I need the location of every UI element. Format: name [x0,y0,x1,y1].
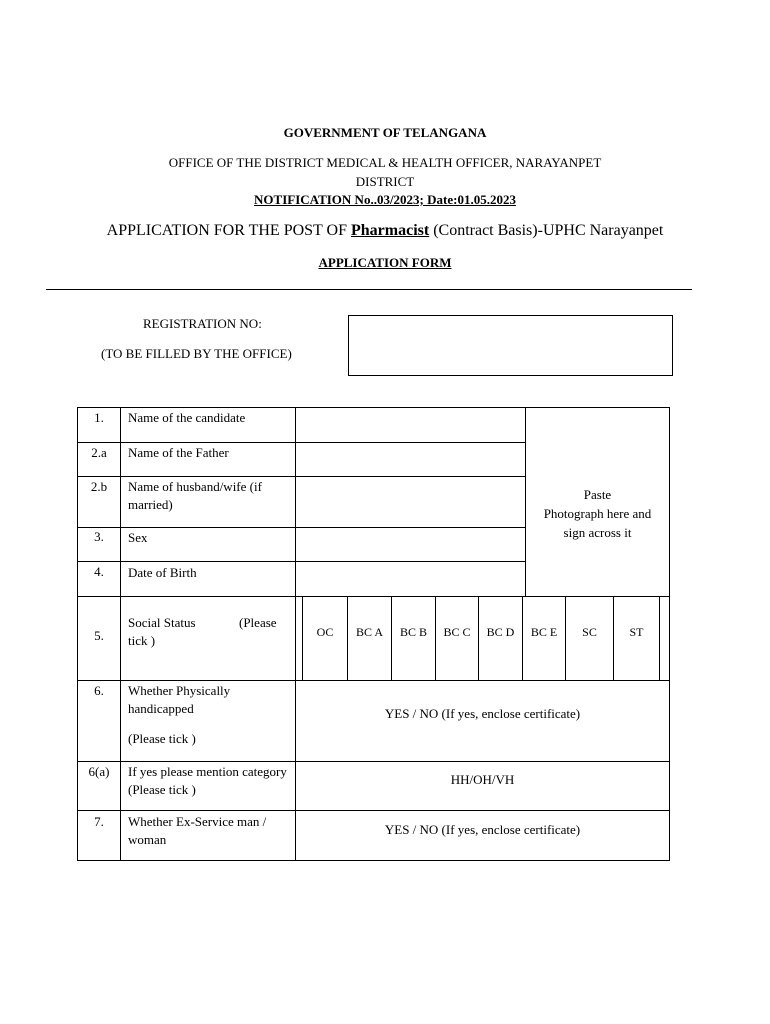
row-label: Whether Physically handicapped [128,683,231,716]
spouse-name-field[interactable] [296,477,525,527]
post-name: Pharmacist [350,222,430,239]
row-label: Date of Birth [128,565,197,580]
row-number: 4. [94,564,104,579]
row-number: 2.b [90,479,108,494]
row-number: 6. [94,683,104,698]
row-number: 7. [94,814,104,829]
category-bc-c[interactable]: BC C [443,625,471,639]
row-number: 1. [94,410,104,425]
category-bc-d[interactable]: BC D [486,625,515,639]
header-divider [46,289,692,290]
row-divider [77,680,669,681]
category-sc[interactable]: SC [582,625,597,639]
category-divider [659,597,660,681]
notification-line: NOTIFICATION No..03/2023; Date:01.05.2023 [254,192,516,207]
row-label: Social Status [128,615,196,630]
row-divider [77,761,669,762]
row-label: If yes please mention category (Please tick ) [128,764,287,797]
handicap-category-answer[interactable]: HH/OH/VH [450,772,515,787]
row-label: (Please [239,615,277,630]
registration-note: (TO BE FILLED BY THE OFFICE) [101,346,292,361]
row-label: Sex [128,530,148,545]
row-label: Whether Ex-Service man / woman [128,814,267,847]
row-divider [77,810,669,811]
office-line-2: DISTRICT [355,174,415,189]
row-number: 5. [94,628,104,643]
category-bc-b[interactable]: BC B [399,625,427,639]
registration-label: REGISTRATION NO: [143,316,262,331]
application-suffix: (Contract Basis)-UPHC Narayanpet [429,222,664,239]
category-bc-a[interactable]: BC A [355,625,383,639]
row-number: 2.a [91,445,107,460]
row-number: 6(a) [88,764,110,779]
office-title [0,153,770,191]
government-title: GOVERNMENT OF TELANGANA [283,125,487,140]
candidate-name-field[interactable] [296,408,525,442]
form-title: APPLICATION FORM [318,255,452,270]
application-prefix: APPLICATION FOR THE POST OF [106,222,351,239]
registration-box[interactable] [348,315,673,376]
photo-line-1: Paste [583,487,612,502]
photo-line-2: Photograph here and [543,506,652,521]
handicapped-answer[interactable]: YES / NO (If yes, enclose certificate) [384,706,581,721]
row-label: tick ) [128,633,156,648]
row-number: 3. [94,529,104,544]
ex-service-answer[interactable]: YES / NO (If yes, enclose certificate) [384,822,581,837]
sex-field[interactable] [296,528,525,561]
category-st[interactable]: ST [629,625,644,639]
application-title [0,222,770,240]
category-oc[interactable]: OC [316,625,334,639]
category-bc-e[interactable]: BC E [530,625,558,639]
table-border-right [669,407,670,861]
father-name-field[interactable] [296,443,525,476]
row-label: Name of the Father [128,445,229,460]
row-divider [77,596,669,597]
photo-placeholder[interactable] [526,485,669,542]
row-label: Name of the candidate [128,410,246,425]
row-label: (Please tick ) [128,731,196,746]
dob-field[interactable] [296,562,525,596]
table-border-bottom [77,860,669,861]
row-label: Name of husband/wife (if married) [128,479,262,512]
office-line-1: OFFICE OF THE DISTRICT MEDICAL & HEALTH OFFICER, NARAYANPET [168,155,602,170]
photo-line-3: sign across it [563,525,632,540]
